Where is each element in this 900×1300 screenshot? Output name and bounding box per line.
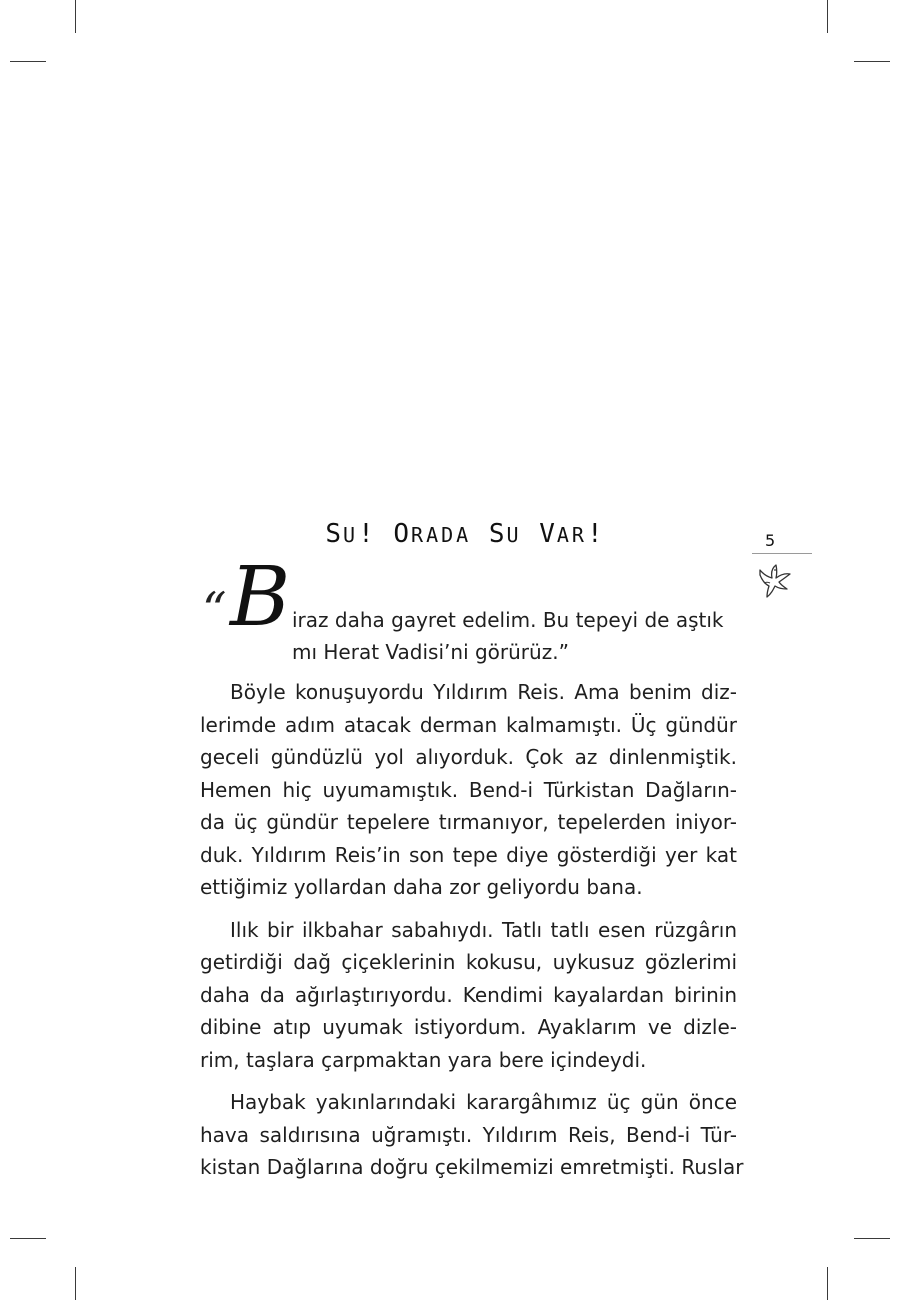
crop-mark-bottom-right <box>827 1267 828 1300</box>
dove-icon <box>754 561 794 601</box>
title-part: ! ORADA <box>358 519 472 549</box>
paragraph <box>200 914 737 1077</box>
chapter-title <box>200 519 730 549</box>
crop-mark-left-bottom <box>10 1238 46 1239</box>
text-line: geceli gündüzlü yol alıyorduk. Çok az dinlenmiştik. <box>200 745 737 769</box>
title-part: VAR <box>521 519 587 549</box>
text-line: duk. Yıldırım Reis’in son tepe diye gösterdiği yer kat <box>200 842 737 867</box>
crop-mark-right-top <box>854 61 890 62</box>
text-line: Böyle konuşuyordu Yıldırım Reis. Ama benim diz- <box>230 680 737 704</box>
crop-mark-bottom-left <box>75 1267 76 1300</box>
opening-line: mı Herat Vadisi’ni görürüz.” <box>292 640 569 664</box>
paragraph <box>200 676 737 904</box>
chapter-body <box>200 550 744 1194</box>
opening-quote-mark: “ <box>202 582 227 638</box>
title-part: SU <box>325 519 359 549</box>
title-part: SU <box>471 519 522 549</box>
text-line: kistan Dağlarına doğru çekilmemizi emretmişti. Ruslar <box>200 1155 744 1179</box>
text-line: getirdiği dağ çiçeklerinin kokusu, uykusuz gözlerimi <box>200 950 737 974</box>
text-line: dibine atıp uyumak istiyordum. Ayaklarım ve dizle- <box>200 1015 737 1039</box>
text-line: Ilık bir ilkbahar sabahıydı. Tatlı tatlı esen rüzgârın <box>230 917 737 942</box>
crop-mark-left-top <box>10 61 46 62</box>
crop-mark-right-bottom <box>854 1238 890 1239</box>
page-number-rule <box>752 553 812 554</box>
page-number: 5 <box>765 531 776 550</box>
paragraph <box>200 1086 744 1184</box>
text-line: lerimde adım atacak derman kalmamıştı. Üç gündür <box>200 712 737 737</box>
text-line: Hemen hiç uyumamıştık. Bend-i Türkistan Dağların- <box>200 777 737 802</box>
drop-cap: B <box>230 550 291 645</box>
opening-paragraph <box>200 550 737 668</box>
text-line: ettiğimiz yollardan daha zor geliyordu bana. <box>200 875 643 899</box>
text-line: daha da ağırlaştırıyordu. Kendimi kayalardan birinin <box>200 982 737 1007</box>
text-line: hava saldırısına uğramıştı. Yıldırım Reis, Bend-i Tür- <box>200 1122 737 1147</box>
title-part: ! <box>586 519 605 549</box>
crop-mark-top-right <box>827 0 828 33</box>
crop-mark-top-left <box>75 0 76 33</box>
text-line: Haybak yakınlarındaki karargâhımız üç gün önce <box>230 1090 737 1114</box>
text-line: rim, taşlara çarpmaktan yara bere içindeydi. <box>200 1047 647 1072</box>
opening-line: iraz daha gayret edelim. Bu tepeyi de aştık <box>292 608 724 632</box>
text-line: da üç gündür tepelere tırmanıyor, tepelerden iniyor- <box>200 810 737 834</box>
